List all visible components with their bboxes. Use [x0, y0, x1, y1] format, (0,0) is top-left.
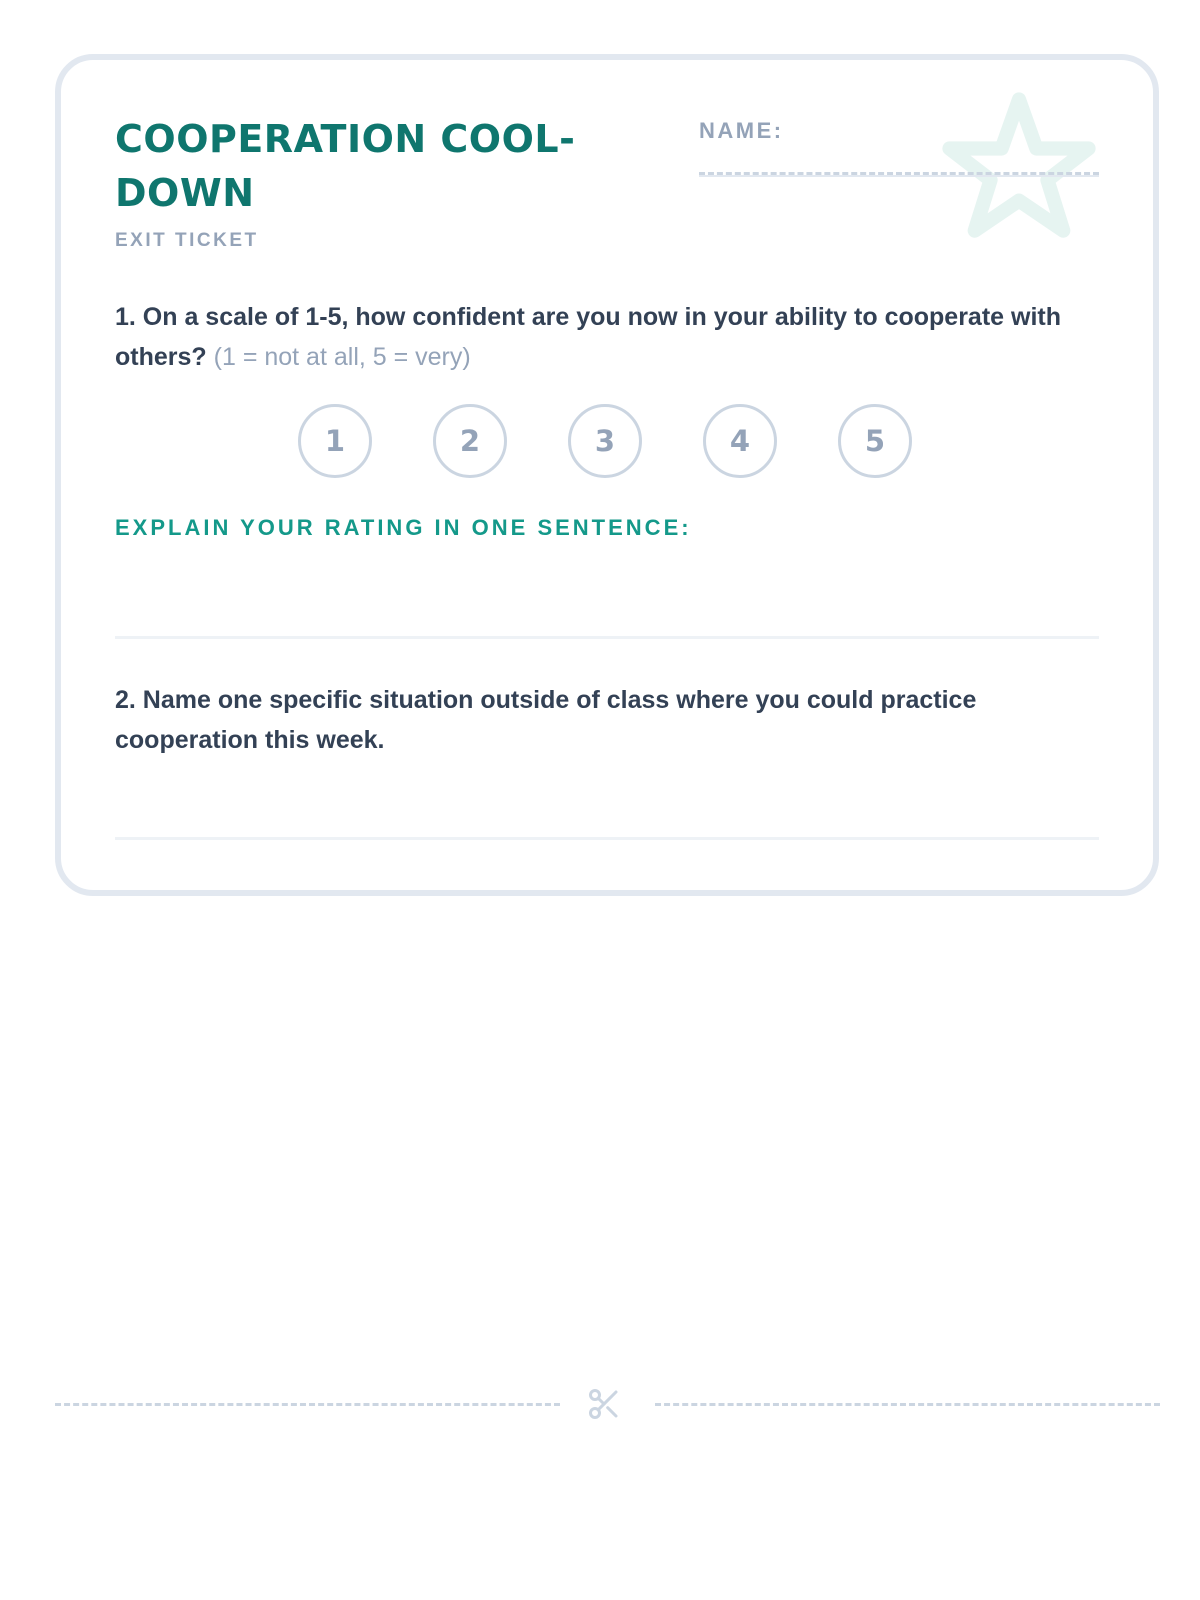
- question-1-hint: (1 = not at all, 5 = very): [213, 343, 471, 371]
- rating-option-3[interactable]: 3: [568, 404, 642, 478]
- scissors-icon: [586, 1386, 622, 1422]
- page-subtitle: EXIT TICKET: [115, 230, 259, 251]
- explain-answer-field[interactable]: [115, 636, 1099, 639]
- rating-option-1[interactable]: 1: [298, 404, 372, 478]
- question-2-text: 2. Name one specific situation outside of class where you could practice cooperation this week.: [115, 686, 977, 754]
- rating-option-5[interactable]: 5: [838, 404, 912, 478]
- page-title: COOPERATION COOL-DOWN: [115, 117, 576, 215]
- star-icon: [940, 90, 1098, 248]
- cut-line-left: [55, 1403, 560, 1406]
- question-1-text: 1. On a scale of 1-5, how confident are you now in your ability to cooperate with others?: [115, 303, 1061, 371]
- question-1: [115, 297, 1105, 377]
- name-field[interactable]: [699, 172, 1099, 177]
- question-2-answer-field[interactable]: [115, 837, 1099, 840]
- name-label: NAME:: [699, 118, 784, 143]
- cut-line-right: [655, 1403, 1160, 1406]
- rating-option-2[interactable]: 2: [433, 404, 507, 478]
- explain-prompt: EXPLAIN YOUR RATING IN ONE SENTENCE:: [115, 515, 692, 540]
- rating-option-4[interactable]: 4: [703, 404, 777, 478]
